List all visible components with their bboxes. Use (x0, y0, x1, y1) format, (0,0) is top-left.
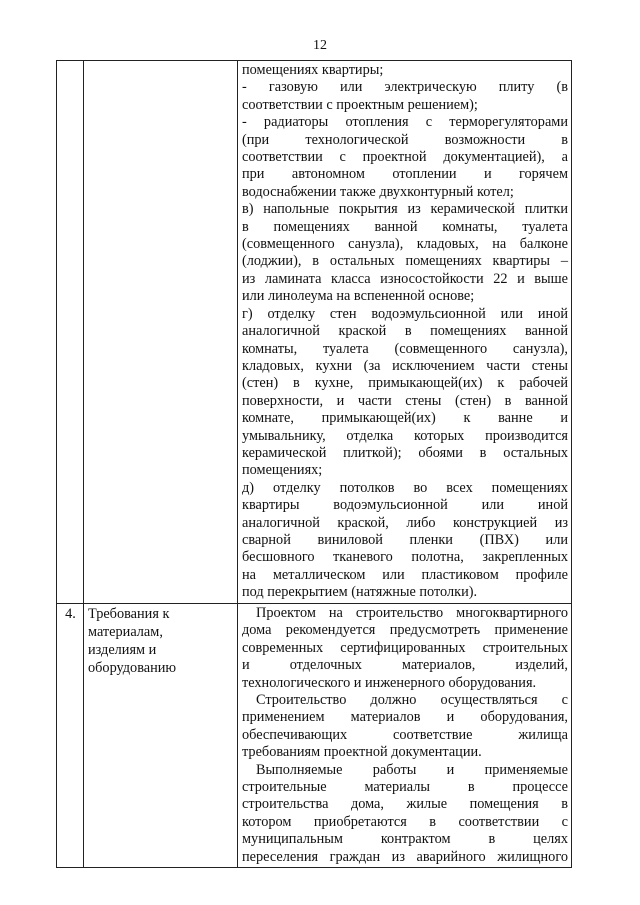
text-line: комнате, примыкающей(их) к ванне и (242, 410, 568, 427)
text-line: строительные материалы в процессе (242, 779, 568, 796)
row-title-cell (84, 61, 238, 604)
text-line: и отделочных материалов, изделий, (242, 657, 568, 674)
text-line: из ламината класса износостойкости 22 и выше (242, 270, 568, 287)
text-line: на металлическом или пластиковом профиле (242, 566, 568, 583)
text-line: под перекрытием (натяжные потолки). (242, 584, 478, 601)
row-content-cell (238, 604, 572, 868)
row-title-line: Требования к (88, 606, 170, 622)
text-line: квартиры водоэмульсионной или иной (242, 497, 568, 514)
text-line: (стен) в кухне, примыкающей(их) к рабочей (242, 375, 568, 392)
requirements-table (56, 60, 572, 868)
row-title-line: изделиям и (88, 642, 157, 658)
text-line: в помещениях ванной комнаты, туалета (242, 218, 568, 235)
row-number-cell (57, 61, 84, 604)
text-line: бесшовного тканевого полотна, закрепленных (242, 549, 568, 566)
text-line: - радиаторы отопления с терморегуляторами (242, 114, 568, 131)
text-line: в) напольные покрытия из керамической плитки (242, 201, 568, 218)
row-title-line: материалам, (88, 624, 163, 640)
row-title-line: оборудованию (88, 660, 177, 676)
text-line: при автономном отоплении и горячем (242, 166, 568, 183)
text-line: кладовых, кухни (за исключением части стены (242, 357, 568, 374)
text-line: аналогичной краской, либо конструкцией из (242, 514, 568, 531)
table-row (57, 604, 572, 868)
row-title-cell (84, 604, 238, 868)
text-line: (при технологической возможности в (242, 131, 568, 148)
table-row (57, 61, 572, 604)
text-line: требованиям проектной документации. (242, 744, 482, 761)
text-line: помещениях квартиры; (242, 62, 384, 78)
page-number: 12 (313, 38, 327, 53)
row-number-cell: 4. (57, 604, 84, 868)
text-line: Строительство должно осуществляться с (256, 692, 568, 709)
text-line: г) отделку стен водоэмульсионной или иной (242, 305, 568, 322)
text-line: дома рекомендуется предусмотреть применение (242, 622, 568, 639)
text-line: водоснабжении также двухконтурный котел; (242, 183, 514, 200)
text-line: котором приобретаются в соответствии с (242, 813, 568, 830)
text-line: технологического и инженерного оборудования. (242, 674, 537, 691)
text-line: Выполняемые работы и применяемые (256, 761, 568, 778)
text-line: Проектом на строительство многоквартирного (256, 605, 568, 621)
text-line: применением материалов и оборудования, (242, 709, 568, 726)
text-line: строительства дома, жилые помещения в (242, 796, 568, 813)
text-line: современных сертифицированных строительных (242, 639, 568, 656)
text-line: аналогичной краской в помещениях ванной (242, 323, 568, 340)
text-line: (совмещенного санузла), кладовых, на балконе (242, 236, 568, 253)
text-line: или линолеума на вспененной основе; (242, 288, 475, 305)
text-line: комнаты, туалета (совмещенного санузла), (242, 340, 568, 357)
text-line: соответствии с проектной документацией), а (242, 149, 568, 166)
text-line: соответствии с проектным решением); (242, 96, 478, 113)
text-line: умывальнику, отделка которых производится (242, 427, 568, 444)
row-content-cell (238, 61, 572, 604)
text-line: керамической плиткой); обоями в остальных (242, 444, 568, 461)
text-line: сварной виниловой пленки (ПВХ) или (242, 531, 568, 548)
text-line: муниципальным контрактом в целях (242, 831, 568, 848)
text-line: (лоджии), в остальных помещениях квартиры – (242, 253, 568, 270)
text-line: поверхности, и части стены (стен) в ванной (242, 392, 568, 409)
text-line: - газовую или электрическую плиту (в (242, 79, 568, 96)
text-line: д) отделку потолков во всех помещениях (242, 479, 568, 496)
text-line: помещениях; (242, 462, 323, 479)
text-line: обеспечивающих соответствие жилища (242, 726, 568, 743)
text-line: переселения граждан из аварийного жилищного (242, 848, 568, 865)
